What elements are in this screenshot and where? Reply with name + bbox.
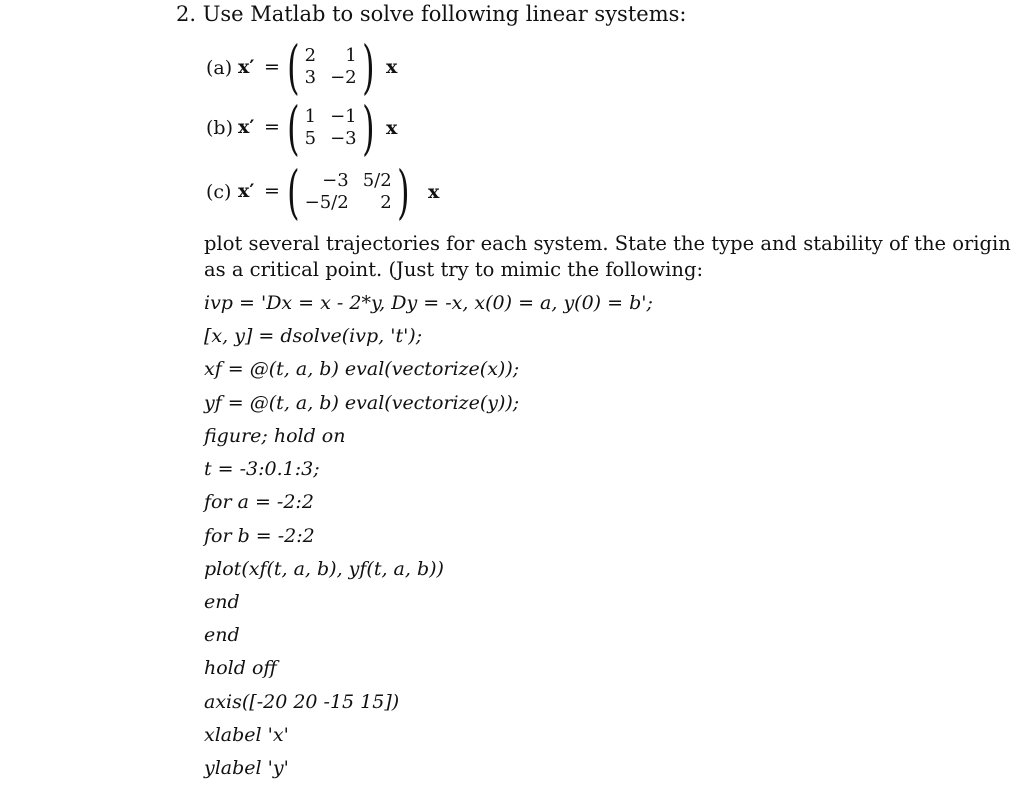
matrix-cell: −1 (330, 106, 357, 127)
code-line: xf = @(t, a, b) eval(vectorize(x)); (204, 358, 520, 380)
right-paren: ) (361, 33, 375, 101)
left-paren: ( (287, 33, 300, 101)
matrix-cell: 5 (304, 128, 317, 149)
system-a-label: (a) (206, 57, 233, 79)
instructions-line-1: plot several trajectories for each system. State the type and stability of the origin (204, 232, 1011, 255)
system-c-lhs: x′ (238, 180, 255, 202)
matrix-cell: −3 (322, 170, 349, 191)
code-line: end (204, 591, 240, 613)
matrix-cell: 2 (304, 45, 317, 66)
code-line: for a = -2:2 (204, 491, 314, 513)
code-line: yf = @(t, a, b) eval(vectorize(y)); (204, 392, 520, 414)
matrix-cell: −5/2 (304, 192, 349, 213)
system-a-equals: = (264, 56, 280, 78)
system-b-lhs: x′ (238, 116, 255, 138)
instructions-line-2: as a critical point. (Just try to mimic the following: (204, 258, 704, 281)
left-paren: ( (287, 158, 300, 226)
system-b-equals: = (264, 116, 280, 138)
right-paren: ) (396, 158, 410, 226)
code-line: for b = -2:2 (204, 525, 315, 547)
left-paren: ( (287, 94, 300, 162)
system-c-equals: = (264, 180, 280, 202)
code-line: axis([-20 20 -15 15]) (204, 691, 400, 713)
code-line: end (204, 624, 240, 646)
code-line: xlabel 'x' (204, 724, 289, 746)
system-a-rhs: x (386, 56, 398, 78)
system-a-matrix (282, 33, 379, 101)
code-line: hold off (204, 657, 277, 679)
code-line: plot(xf(t, a, b), yf(t, a, b)) (204, 558, 444, 580)
matrix-cell: 1 (304, 106, 317, 127)
system-b-matrix (282, 94, 379, 162)
matrix-cell: 5/2 (362, 170, 392, 191)
problem-title: 2. Use Matlab to solve following linear systems: (176, 2, 687, 26)
system-b-rhs: x (386, 117, 398, 139)
matrix-cell: −2 (330, 67, 357, 88)
system-a-lhs: x′ (238, 56, 255, 78)
code-line: ylabel 'y' (204, 757, 289, 779)
code-line: [x, y] = dsolve(ivp, 't'); (204, 325, 423, 347)
matrix-cell: −3 (330, 128, 357, 149)
system-c-matrix (282, 158, 414, 226)
system-c-rhs: x (428, 181, 440, 203)
code-line: ivp = 'Dx = x - 2*y, Dy = -x, x(0) = a, y(0) = b'; (204, 292, 653, 314)
matrix-cell: 2 (380, 192, 392, 213)
code-line: t = -3:0.1:3; (204, 458, 320, 480)
system-c-label: (c) (206, 181, 232, 203)
code-line: figure; hold on (204, 425, 346, 447)
right-paren: ) (361, 94, 375, 162)
system-b-label: (b) (206, 117, 233, 139)
matrix-cell: 1 (345, 45, 357, 66)
matrix-cell: 3 (304, 67, 317, 88)
